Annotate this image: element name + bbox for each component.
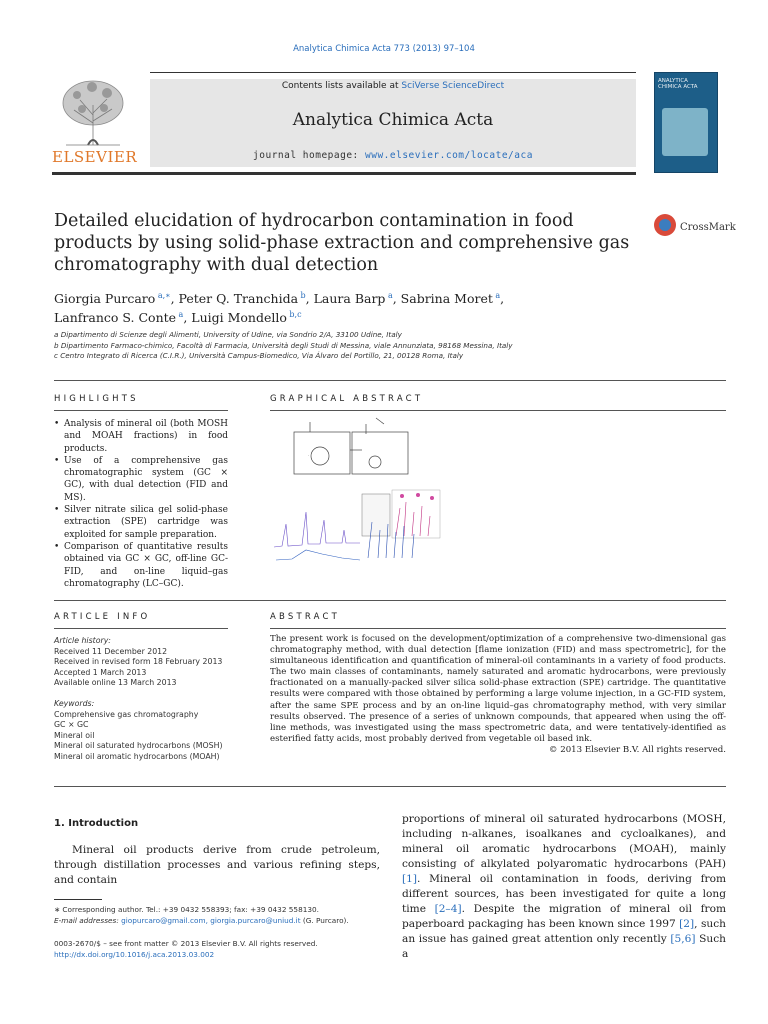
keyword: Mineral oil aromatic hydrocarbons (MOAH) xyxy=(54,751,220,761)
doi-link[interactable]: http://dx.doi.org/10.1016/j.aca.2013.03.002 xyxy=(54,950,215,959)
heading-rule xyxy=(270,410,726,411)
footnote-rule xyxy=(54,899,102,900)
author: Luigi Mondello xyxy=(191,310,287,326)
section-rule xyxy=(54,380,726,381)
journal-citation[interactable]: Analytica Chimica Acta 773 (2013) 97–104 xyxy=(293,44,475,54)
heading-rule xyxy=(54,628,228,629)
corresponding-author-footnote xyxy=(54,904,394,926)
section-heading-introduction: 1. Introduction xyxy=(54,818,139,829)
crossmark-icon-inner xyxy=(659,219,671,231)
keyword: Comprehensive gas chromatography xyxy=(54,709,199,719)
author: Laura Barp xyxy=(313,291,386,307)
corresponding-author: ∗ Corresponding author. Tel.: +39 0432 558393; fax: +39 0432 558130. xyxy=(54,905,319,914)
intro-paragraph-col1: Mineral oil products derive from crude petroleum, through distillation processes and various refining steps, and contain xyxy=(54,844,380,886)
section-rule xyxy=(54,600,726,601)
author: Giorgia Purcaro xyxy=(54,291,156,307)
header-bottom-rule xyxy=(52,172,636,175)
article-title: Detailed elucidation of hydrocarbon contamination in food products by using solid-phase extraction and comprehensive gas chromatography with dual detection xyxy=(54,211,630,275)
email-label: E-mail addresses: xyxy=(54,916,122,925)
highlights-heading: HIGHLIGHTS xyxy=(54,394,139,404)
article-info xyxy=(54,636,254,763)
homepage-link[interactable]: www.elsevier.com/locate/aca xyxy=(365,150,533,161)
abstract-heading: ABSTRACT xyxy=(270,612,341,622)
homepage-prefix: journal homepage: xyxy=(253,150,365,161)
intro-paragraph-col2 xyxy=(402,812,726,962)
highlight-item: • Silver nitrate silica gel solid-phase extraction (SPE) cartridge was exploited for sample preparation. xyxy=(64,504,228,541)
article-info-heading: ARTICLE INFO xyxy=(54,612,151,622)
graphical-abstract-figure[interactable] xyxy=(272,412,442,567)
history-entry: Received 11 December 2012 xyxy=(54,646,168,656)
highlight-item: • Comparison of quantitative results obtained via GC × GC, off-line GC-FID, and on-line liquid–gas chromatography (LC–GC). xyxy=(64,541,228,590)
abstract-copyright: © 2013 Elsevier B.V. All rights reserved. xyxy=(548,744,726,755)
citation-link[interactable]: [2] xyxy=(679,918,695,930)
highlights-list xyxy=(54,418,228,590)
heading-rule xyxy=(270,628,726,629)
author: Peter Q. Tranchida xyxy=(178,291,299,307)
header-top-rule xyxy=(150,72,636,73)
keyword: Mineral oil xyxy=(54,730,95,740)
author-affiliation-marker[interactable]: b,c xyxy=(289,310,302,320)
history-entry: Received in revised form 18 February 2013 xyxy=(54,657,223,667)
author-affiliation-marker[interactable]: a xyxy=(387,291,393,300)
heading-rule xyxy=(54,410,228,411)
issn-line: 0003-2670/$ – see front matter © 2013 Elsevier B.V. All rights reserved. xyxy=(54,939,318,948)
history-label: Article history: xyxy=(54,636,111,645)
sciencedirect-link[interactable]: SciVerse ScienceDirect xyxy=(401,81,505,91)
crossmark-label[interactable]: CrossMark xyxy=(680,222,736,233)
graphical-abstract-heading: GRAPHICAL ABSTRACT xyxy=(270,394,424,404)
keyword: GC × GC xyxy=(54,720,89,730)
affiliation: c Centro Integrato di Ricerca (C.I.R.), Università Campus-Biomedico, Via Álvaro del Portillo, 21, 00128 Roma, Italy xyxy=(54,351,464,360)
affiliation: a Dipartimento di Scienze degli Alimenti, University of Udine, via Sondrio 2/A, 33100 Udine, Italy xyxy=(54,330,402,339)
journal-homepage xyxy=(150,150,636,161)
keywords-label: Keywords: xyxy=(54,698,95,708)
citation-link[interactable]: [2–4] xyxy=(434,903,462,915)
contents-line xyxy=(150,81,636,91)
intro-text: proportions of mineral oil saturated hydrocarbons (MOSH, including n-alkanes, isoalkanes and cycloalkanes), and mineral oil aromatic hydrocarbons (MOAH), mainly consisting of alkylated polyaromatic hydrocarbons (PAH) xyxy=(402,813,726,870)
history-entry: Accepted 1 March 2013 xyxy=(54,667,147,677)
highlight-item: • Analysis of mineral oil (both MOSH and MOAH fractions) in food products. xyxy=(64,418,228,455)
intro-text: , such an issue has gained great attention only recently xyxy=(402,918,726,945)
author-affiliation-marker[interactable]: a xyxy=(495,291,501,300)
author-affiliation-marker[interactable]: a,∗ xyxy=(157,291,171,300)
keyword: Mineral oil saturated hydrocarbons (MOSH) xyxy=(54,741,223,751)
journal-title: Analytica Chimica Acta xyxy=(292,110,494,130)
intro-text: . Mineral oil contamination in foods, deriving from different sources, has been investigated for quite a long time xyxy=(402,873,726,915)
intro-text: . Despite the migration of mineral oil from paperboard packaging has been known since 1997 xyxy=(402,903,727,930)
author-affiliation-marker[interactable]: b xyxy=(300,291,306,300)
cover-artwork xyxy=(662,108,708,156)
cover-title: ANALYTICA CHIMICA ACTA xyxy=(658,78,698,90)
elsevier-wordmark: ELSEVIER xyxy=(52,148,138,166)
affiliation: b Dipartimento Farmaco-chimico, Facoltà di Farmacia, Università degli Studi di Messina, viale Annunziata, 98168 Messina, Italy xyxy=(54,340,513,350)
author: Sabrina Moret xyxy=(400,291,493,307)
contents-prefix: Contents lists available at xyxy=(281,81,402,91)
author-list: Giorgia Purcaro $^{a,∗}$, Peter Q. Tranchida $^b$, Laura Barp $^a$, Sabrina Moret $^a$, Lanfranco S. Conte $^a$, Luigi Mondello $^{b,c}$ xyxy=(54,291,505,326)
citation-link[interactable]: [1] xyxy=(402,873,418,885)
highlight-item: • Use of a comprehensive gas chromatographic system (GC × GC), with dual detection (FID and MS). xyxy=(64,455,228,504)
section-rule xyxy=(54,786,726,787)
author: Lanfranco S. Conte xyxy=(54,310,177,326)
email-links[interactable]: giopurcaro@gmail.com, giorgia.purcaro@uniud.it xyxy=(121,916,301,925)
svg-text:-: - xyxy=(308,453,310,457)
author-affiliation-marker[interactable]: a xyxy=(178,310,184,320)
intro-text: Such a xyxy=(402,933,726,960)
history-entry: Available online 13 March 2013 xyxy=(54,678,177,688)
email-suffix: (G. Purcaro). xyxy=(300,916,349,925)
citation-link[interactable]: [5,6] xyxy=(670,933,696,945)
affiliations xyxy=(54,330,674,362)
abstract-body xyxy=(270,634,726,756)
abstract-text: The present work is focused on the development/optimization of a comprehensive two-dimensional gas chromatography method, with dual detection [flame ionization (FID) and mass spectrometric], for the simultaneous identification and quantification of mineral-oil contaminants in a variety of food products. The two main classes of contaminants, namely saturated and aromatic hydrocarbons, were previously fractionated on a manually-packed silver silica solid-phase extraction (SPE) cartridge. The quantitative results were compared with those obtained by performing a large volume injection, in a GC-FID system, after the same SPE process and by an on-line liquid–gas chromatography method, with very similar results observed. The presence of a series of unknown compounds, that appeared when using the off-line methods, was investigated using the mass spectrometric data, and were tentatively-identified as esterified fatty acids, most probably derived from vegetable oil based ink. xyxy=(270,634,726,744)
front-matter xyxy=(54,938,394,960)
